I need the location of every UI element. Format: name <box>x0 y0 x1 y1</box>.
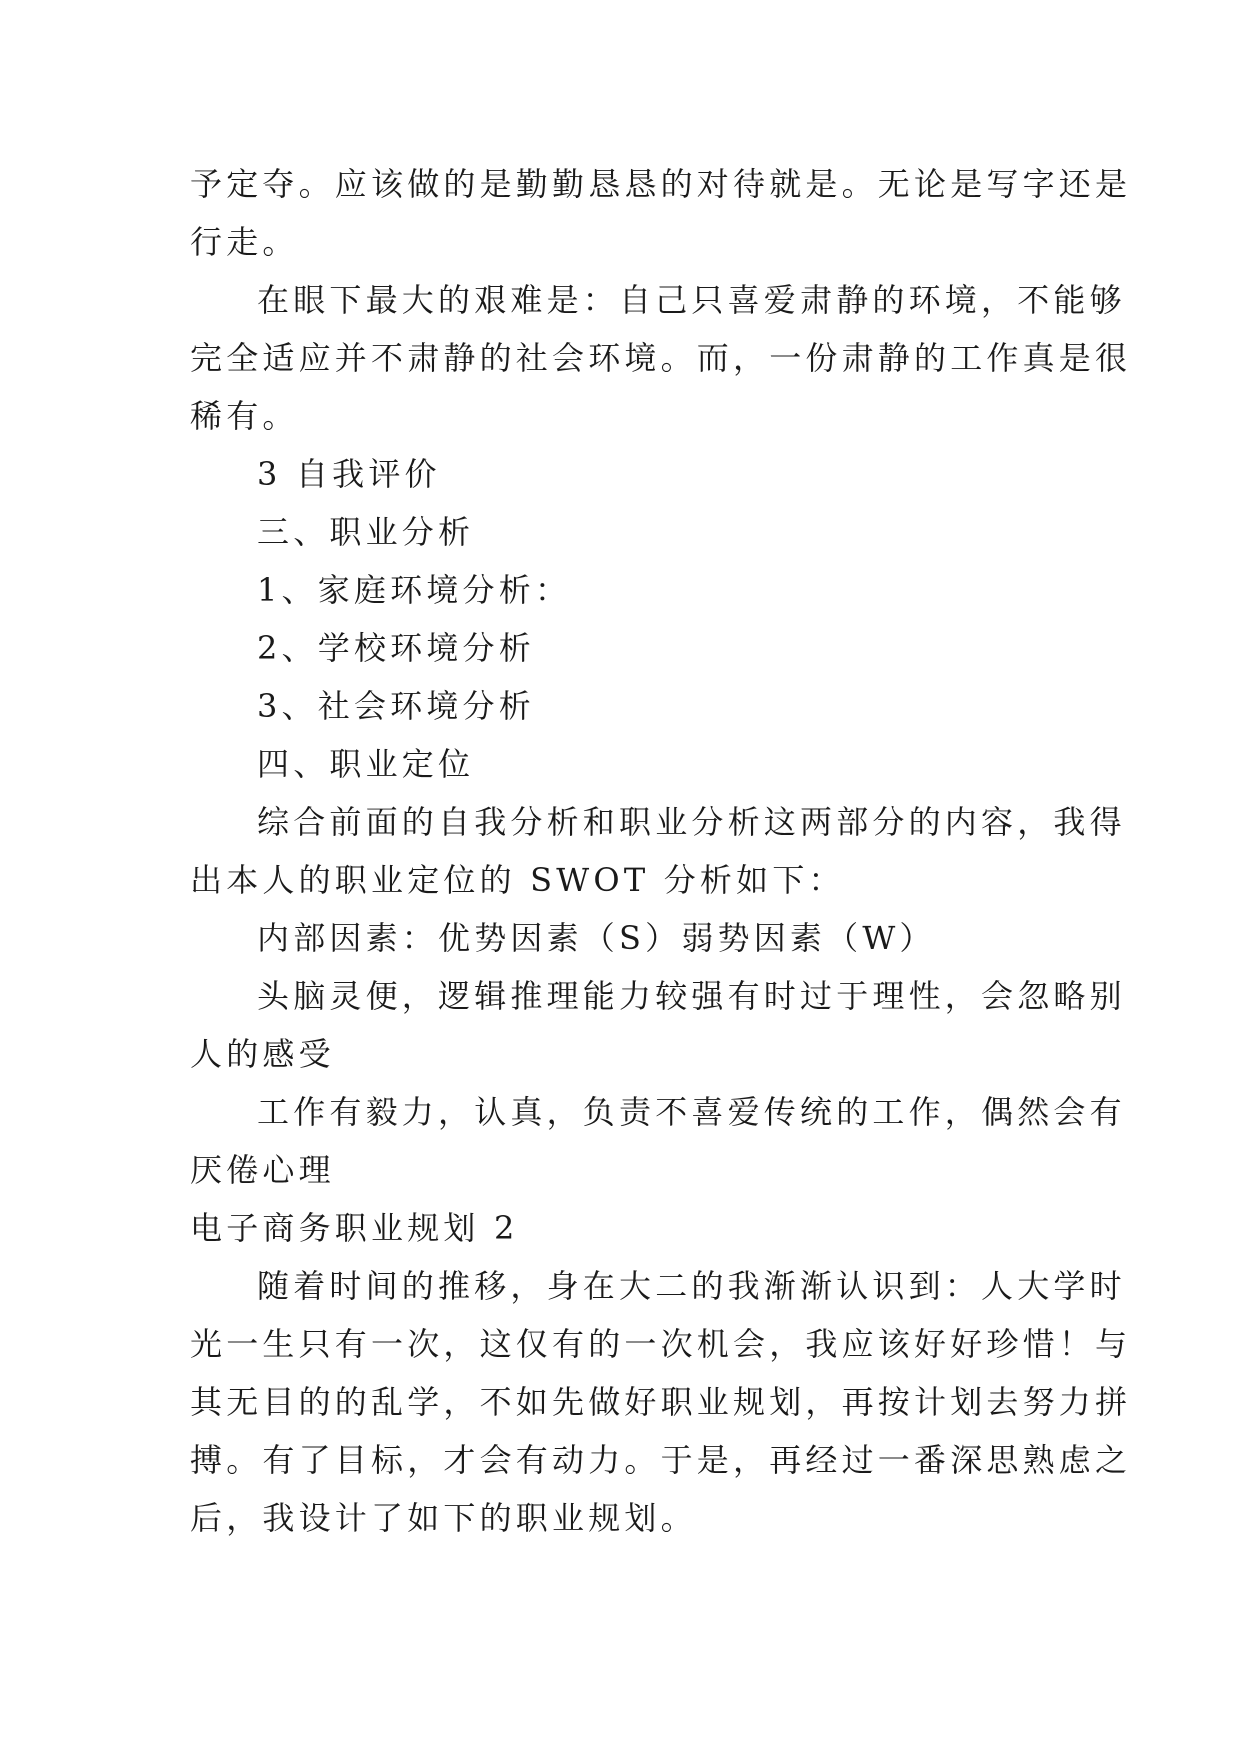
paragraph-line: 稀有。 <box>190 397 299 435</box>
paragraph-line: 行走。 <box>190 223 299 261</box>
paragraph-line: 光一生只有一次，这仅有的一次机会，我应该好好珍惜！与 <box>190 1325 1132 1363</box>
paragraph-line: 人的感受 <box>190 1035 335 1073</box>
heading-line: 3、社会环境分析 <box>257 687 535 725</box>
paragraph-line: 搏。有了目标，才会有动力。于是，再经过一番深思熟虑之 <box>190 1441 1132 1479</box>
paragraph-line: 工作有毅力，认真，负责不喜爱传统的工作，偶然会有 <box>257 1093 1126 1131</box>
paragraph-line: 头脑灵便，逻辑推理能力较强有时过于理性，会忽略别 <box>257 977 1126 1015</box>
paragraph-line: 厌倦心理 <box>190 1151 335 1189</box>
paragraph-line: 在眼下最大的艰难是：自己只喜爱肃静的环境，不能够 <box>257 281 1126 319</box>
section-title: 电子商务职业规划 2 <box>190 1209 519 1247</box>
paragraph-line: 出本人的职业定位的 SWOT 分析如下： <box>190 861 845 899</box>
heading-line: 三、职业分析 <box>257 513 475 551</box>
paragraph-line: 其无目的的乱学，不如先做好职业规划，再按计划去努力拼 <box>190 1383 1132 1421</box>
paragraph-line: 予定夺。应该做的是勤勤恳恳的对待就是。无论是写字还是 <box>190 165 1132 203</box>
paragraph-line: 完全适应并不肃静的社会环境。而，一份肃静的工作真是很 <box>190 339 1132 377</box>
paragraph-line: 综合前面的自我分析和职业分析这两部分的内容，我得 <box>257 803 1126 841</box>
heading-line: 1、家庭环境分析： <box>257 571 572 609</box>
heading-line: 2、学校环境分析 <box>257 629 535 667</box>
paragraph-line: 随着时间的推移，身在大二的我渐渐认识到：人大学时 <box>257 1267 1126 1305</box>
paragraph-line: 内部因素：优势因素（S）弱势因素（W） <box>257 919 936 957</box>
heading-line: 四、职业定位 <box>257 745 475 783</box>
paragraph-line: 后，我设计了如下的职业规划。 <box>190 1499 697 1537</box>
heading-line: 3 自我评价 <box>257 455 441 493</box>
